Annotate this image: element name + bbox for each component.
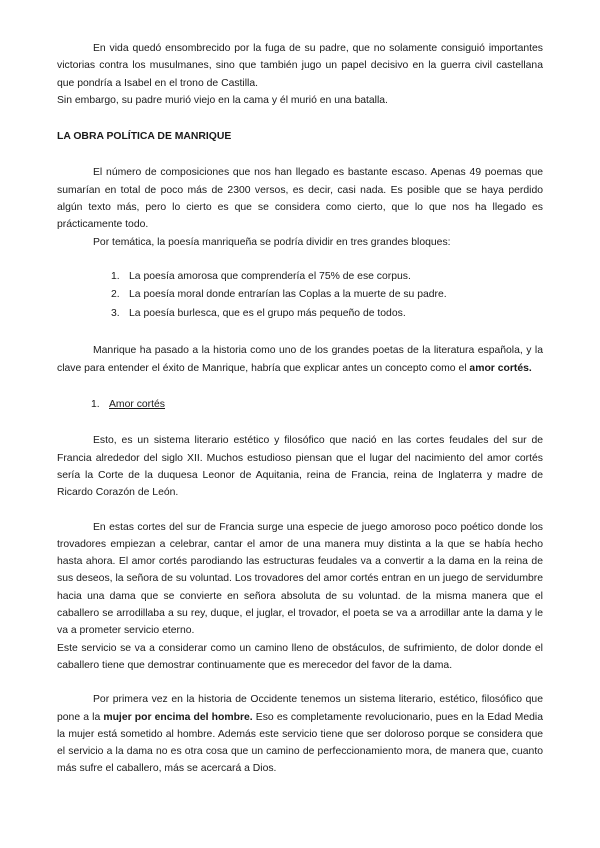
list-text: La poesía burlesca, que es el grupo más pequeño de todos. <box>129 307 406 319</box>
paragraph-father-death: Sin embargo, su padre murió viejo en la cama y él murió en una batalla. <box>57 94 388 106</box>
paragraph-father: En vida quedó ensombrecido por la fuga de su padre, que no solamente consiguió importantes victorias contra los musulmanes, sino que también jugo un papel decisivo en la guerra civil castellana que pondría a Isabel en el trono de Castilla. <box>57 43 543 89</box>
subsection-title: Amor cortés <box>109 399 166 411</box>
bold-term: amor cortés. <box>469 362 532 374</box>
paragraph-thematic: Por temática, la poesía manriqueña se podría dividir en tres grandes bloques: <box>93 236 451 248</box>
list-text: La poesía moral donde entrarían las Coplas a la muerte de su padre. <box>129 289 447 301</box>
paragraph-system: Esto, es un sistema literario estético y filosófico que nació en las cortes feudales del sur de Francia alrededor del siglo XII. Muchos estudioso piensan que el lugar del nacimiento del amor cortés sería la Corte de la duquesa Leonor de Aquitania, reina de Francia, reina de Inglaterra y madre de Ricardo Corazón de León. <box>57 435 543 499</box>
list-number: 1. <box>111 270 120 282</box>
paragraph-compositions: El número de composiciones que nos han llegado es bastante escaso. Apenas 49 poemas que sumarían en total de poco más de 2300 versos, es decir, casi nada. Es posible que se haya perdido algún texto más, pero lo cierto es que se considera como cierto, que lo que nos ha llegado es prácticamente todo. <box>57 167 543 231</box>
paragraph-text: Por primera vez en la historia de Occidente tenemos un sistema literario, estético, filosófico que pone a la <box>57 694 543 723</box>
list-number: 2. <box>111 289 120 301</box>
list-number: 3. <box>111 307 120 319</box>
subsection-number: 1. <box>91 399 100 411</box>
list-text: La poesía amorosa que comprendería el 75% de ese corpus. <box>129 270 411 282</box>
thematic-list <box>57 268 543 324</box>
subsection-heading <box>57 396 543 413</box>
paragraph-text: Manrique ha pasado a la historia como uno de los grandes poetas de la literatura española, y la clave para entender el éxito de Manrique, habría que explicar antes un concepto como el <box>57 345 543 374</box>
list-item <box>111 305 543 324</box>
paragraph-service: Este servicio se va a considerar como un camino lleno de obstáculos, de sufrimiento, de dolor donde el caballero tiene que demostrar continuamente que es merecedor del favor de la dama. <box>57 642 543 671</box>
bold-phrase: mujer por encima del hombre. <box>103 711 253 723</box>
list-item <box>111 268 543 287</box>
paragraph-text: Eso es completamente revolucionario, pues en la Edad Media la mujer está sometido al hombre. Además este servicio tiene que ser doloroso porque se considera que el servicio a la dama no es otra cosa que un camino de perfeccionamiento mora, de manera que, cuanto más sufre el caballero, más se acercará a Dios. <box>57 711 543 775</box>
section-heading: LA OBRA POLÍTICA DE MANRIQUE <box>57 131 232 143</box>
list-item <box>111 286 543 305</box>
paragraph-manrique-history <box>57 342 543 377</box>
paragraph-courts: En estas cortes del sur de Francia surge una especie de juego amoroso poco poético donde los trovadores empiezan a celebrar, cantar el amor de una manera muy distinta a la que se había hecho hasta ahora. El amor cortés parodiando las estructuras feudales va a convertir a la dama en la reina de sus deseos, la señora de su voluntad. Los trovadores del amor cortés entran en un juego de servidumbre hacia una dama que se convierte en señora absoluta de su voluntad. de la misma manera que el caballero se arrodillaba a su rey, duque, el juglar, el trovador, el poeta se va a arrodillar ante la dama y le va a prometer servicio eterno. <box>57 521 543 637</box>
paragraph-west <box>57 691 543 777</box>
